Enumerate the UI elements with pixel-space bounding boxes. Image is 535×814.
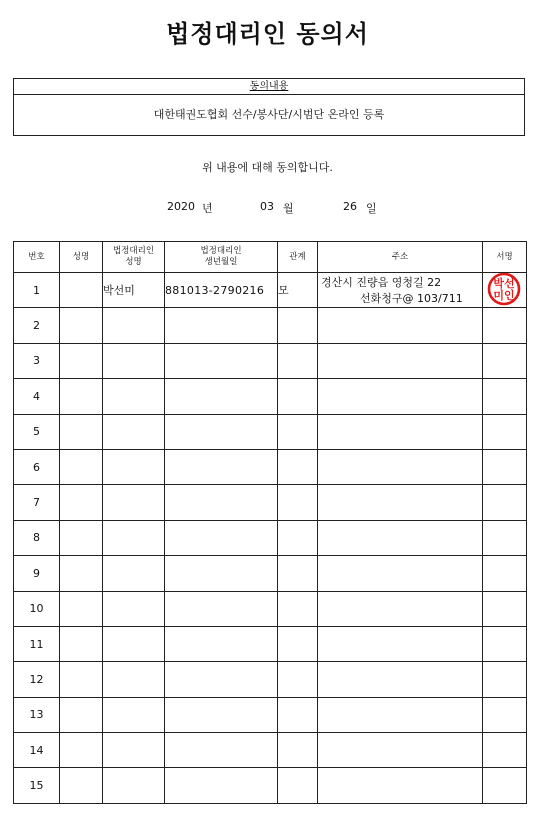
svg-text:미인: 미인 [493,289,515,302]
guardian-consent-table [13,241,527,804]
guardian-name-cell [103,308,165,343]
relation-cell [278,520,318,555]
date-year-unit: 년 [202,202,213,215]
header-no: 번호 [14,242,60,273]
row-number: 2 [14,308,60,343]
signature-cell [483,343,527,378]
date-month: 03 [260,200,274,213]
relation-cell [278,626,318,661]
guardian-dob-cell [165,733,278,768]
guardian-name-cell [103,343,165,378]
signature-cell [483,591,527,626]
table-row [14,662,527,697]
row-number: 10 [14,591,60,626]
table-row [14,308,527,343]
row-number: 4 [14,379,60,414]
address-line-1 [318,415,482,417]
relation-cell [278,697,318,732]
guardian-name-cell [103,449,165,484]
guardian-dob-cell [165,697,278,732]
address-cell [318,379,483,414]
signature-cell [483,449,527,484]
header-guardian-name-line1: 법정대리인 [112,246,155,256]
guardian-name-cell [103,520,165,555]
student-name-cell [60,343,103,378]
address-line-1 [318,733,482,735]
address-cell [318,556,483,591]
guardian-dob-cell [165,379,278,414]
guardian-name-cell [103,556,165,591]
guardian-name-cell [103,591,165,626]
relation-cell [278,768,318,803]
guardian-name-cell [103,768,165,803]
table-row [14,343,527,378]
header-signature: 서명 [483,242,527,273]
row-number: 9 [14,556,60,591]
student-name-cell [60,556,103,591]
address-line-1 [318,344,482,346]
guardian-name-cell [103,626,165,661]
student-name-cell [60,591,103,626]
table-row [14,379,527,414]
table-row [14,768,527,803]
table-row [14,273,527,308]
table-row [14,556,527,591]
signature-cell [483,626,527,661]
address-line-1 [318,308,482,310]
address-cell [318,768,483,803]
address-line-1: 경산시 진량읍 영청길 22 [321,276,442,289]
row-number: 13 [14,697,60,732]
agreement-statement: 위 내용에 대해 동의합니다. [202,161,333,174]
student-name-cell [60,308,103,343]
signature-cell [483,697,527,732]
address-line-1 [318,485,482,487]
address-cell [318,662,483,697]
date-day: 26 [343,200,357,213]
student-name-cell [60,662,103,697]
address-line-1 [318,592,482,594]
document-title: 법정대리인 동의서 [166,19,369,48]
guardian-dob-cell [165,485,278,520]
guardian-dob-cell [165,343,278,378]
student-name-cell [60,273,103,308]
signature-cell [483,414,527,449]
address-line-2: 선화청구@ 103/711 [360,292,463,305]
address-cell [318,697,483,732]
guardian-name-cell [103,662,165,697]
table-row [14,485,527,520]
guardian-name-cell [103,733,165,768]
table-row [14,449,527,484]
date-month-unit: 월 [283,202,294,215]
address-cell [318,485,483,520]
signature-cell [483,733,527,768]
row-number: 12 [14,662,60,697]
guardian-dob-cell [165,414,278,449]
table-row [14,733,527,768]
consent-content-heading: 동의내용 [14,79,524,95]
guardian-dob-cell: 881013-2790216 [165,273,278,308]
guardian-name-cell [103,414,165,449]
date-day-unit: 일 [366,202,377,215]
signature-seal-stamp [483,273,527,307]
row-number: 7 [14,485,60,520]
header-guardian-name [103,242,165,273]
signature-cell [483,556,527,591]
guardian-dob-cell [165,662,278,697]
address-line-1 [318,662,482,664]
student-name-cell [60,733,103,768]
table-header-row [14,242,527,273]
address-line-1 [318,627,482,629]
date-year: 2020 [167,200,195,213]
row-number: 6 [14,449,60,484]
relation-cell [278,556,318,591]
guardian-dob-cell [165,626,278,661]
student-name-cell [60,768,103,803]
relation-cell [278,591,318,626]
header-guardian-dob-line2: 생년월일 [204,257,238,267]
guardian-dob-cell [165,591,278,626]
row-number: 14 [14,733,60,768]
student-name-cell [60,414,103,449]
guardian-dob-cell [165,449,278,484]
table-row [14,697,527,732]
student-name-cell [60,520,103,555]
relation-cell [278,343,318,378]
relation-cell: 모 [278,273,318,308]
relation-cell [278,485,318,520]
row-number: 11 [14,626,60,661]
address-cell [318,414,483,449]
address-cell [318,343,483,378]
guardian-name-cell [103,379,165,414]
guardian-dob-cell [165,308,278,343]
row-number: 3 [14,343,60,378]
relation-cell [278,414,318,449]
address-line-1 [318,768,482,770]
address-line-1 [318,379,482,381]
address-cell [318,591,483,626]
guardian-dob-cell [165,556,278,591]
row-number: 15 [14,768,60,803]
signature-cell [483,308,527,343]
header-relation: 관계 [278,242,318,273]
address-cell [318,733,483,768]
address-line-1 [318,698,482,700]
signature-cell [483,273,527,308]
consent-content-text: 대한태권도협회 선수/봉사단/시범단 온라인 등록 [153,108,385,121]
guardian-name-cell [103,697,165,732]
signature-cell [483,379,527,414]
svg-text:박선: 박선 [493,277,515,290]
table-row [14,520,527,555]
signature-cell [483,485,527,520]
consent-content-box [13,78,525,136]
address-cell [318,626,483,661]
address-cell [318,520,483,555]
student-name-cell [60,379,103,414]
student-name-cell [60,449,103,484]
row-number: 5 [14,414,60,449]
guardian-dob-cell [165,520,278,555]
relation-cell [278,733,318,768]
student-name-cell [60,485,103,520]
relation-cell [278,662,318,697]
address-cell [318,308,483,343]
relation-cell [278,379,318,414]
guardian-name-cell: 박선미 [103,273,165,308]
guardian-name-cell [103,485,165,520]
signature-cell [483,520,527,555]
student-name-cell [60,697,103,732]
relation-cell [278,449,318,484]
header-name: 성명 [60,242,103,273]
address-line-1 [318,450,482,452]
address-cell [318,449,483,484]
signature-cell [483,768,527,803]
header-address: 주소 [318,242,483,273]
row-number: 1 [14,273,60,308]
address-cell [318,273,483,308]
table-row [14,591,527,626]
header-guardian-dob [165,242,278,273]
student-name-cell [60,626,103,661]
guardian-dob-cell [165,768,278,803]
table-row [14,626,527,661]
relation-cell [278,308,318,343]
table-row [14,414,527,449]
signature-cell [483,662,527,697]
address-line-1 [318,556,482,558]
address-line-1 [318,521,482,523]
header-guardian-dob-line1: 법정대리인 [200,246,242,256]
row-number: 8 [14,520,60,555]
header-guardian-name-line2: 성명 [125,257,142,267]
